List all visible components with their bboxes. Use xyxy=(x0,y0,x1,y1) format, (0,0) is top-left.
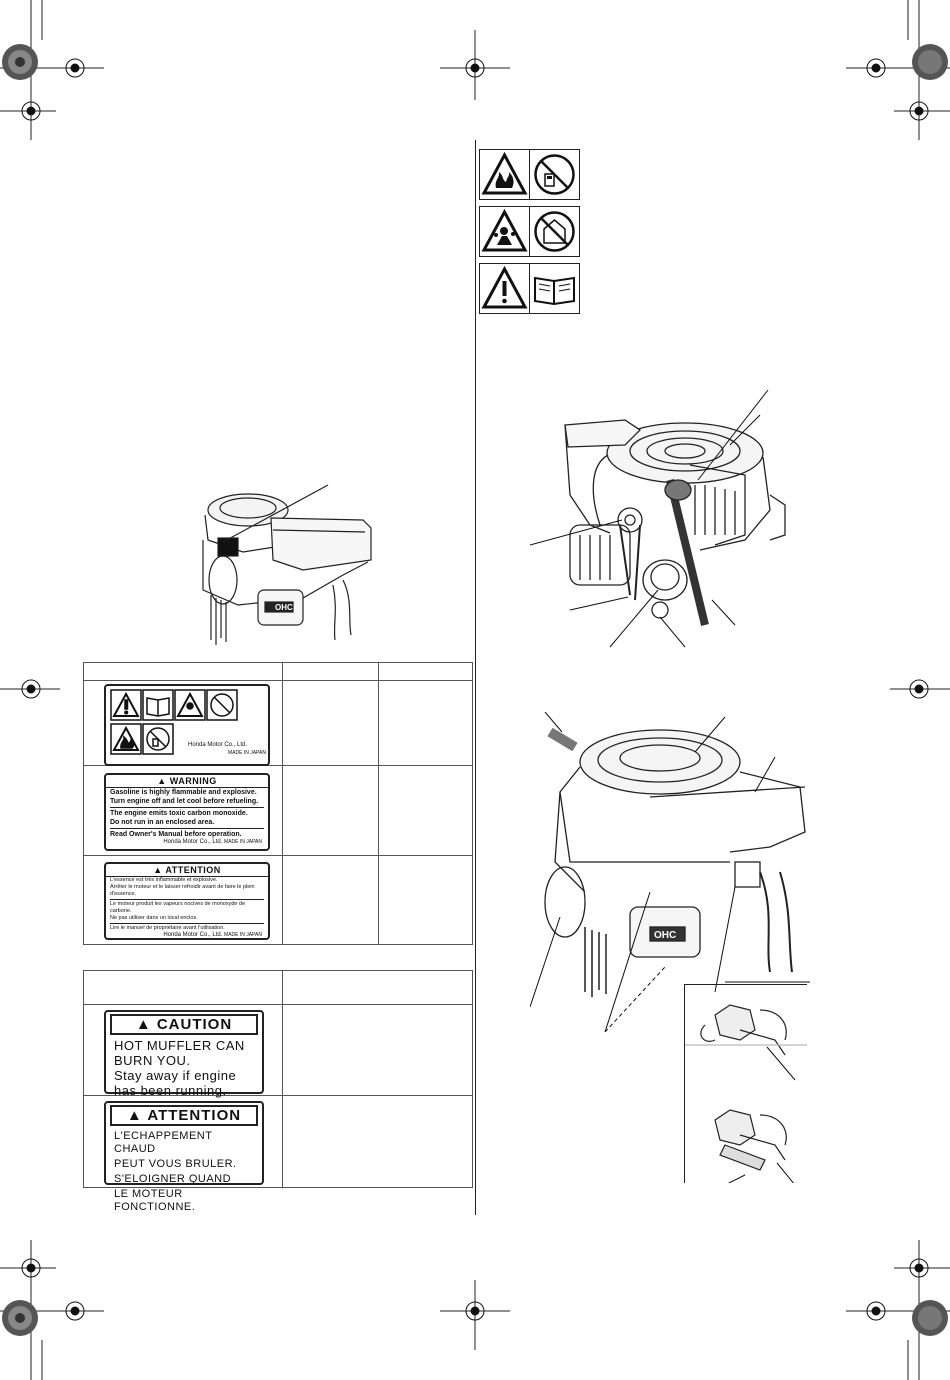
warning-line-5: Read Owner's Manual before operation. xyxy=(110,831,242,838)
decal-maker: Honda Motor Co., Ltd. xyxy=(188,742,248,748)
warning-line-2: Turn engine off and let cool before refueling. xyxy=(110,798,259,805)
engine-badge-large: OHC xyxy=(654,930,677,941)
warning-heading: ▲ WARNING xyxy=(106,775,268,788)
attention-small-line-5: Lire le manuel de propriétaire avant l'utilisation. xyxy=(110,925,225,931)
toxic-gas-warning-icon xyxy=(479,206,530,257)
caution-line-3: Stay away if engine xyxy=(114,1068,237,1083)
warning-triangle-icon: ▲ xyxy=(157,776,167,786)
attention-large-line-4: LE MOTEUR FONCTIONNE. xyxy=(114,1188,196,1213)
engine-illustration-top xyxy=(530,385,790,655)
no-enclosed-area-icon xyxy=(529,206,580,257)
caution-line-1: HOT MUFFLER CAN xyxy=(114,1038,245,1053)
warning-triangle-icon xyxy=(479,263,530,314)
decal-origin: MADE IN JAPAN xyxy=(228,750,266,756)
caution-heading: ▲ CAUTION xyxy=(110,1014,258,1035)
detail-inset xyxy=(684,984,807,1183)
attention-small-line-4: Ne pas utiliser dans un local enclos. xyxy=(110,915,198,921)
fire-warning-icon xyxy=(479,149,530,200)
warning-triangle-icon: ▲ xyxy=(126,1107,143,1124)
book-icon xyxy=(529,263,580,314)
engine-illustration-small xyxy=(183,480,383,655)
warning-line-1: Gasoline is highly flammable and explosive. xyxy=(110,789,257,796)
warning-label xyxy=(104,773,270,851)
attention-small-origin: MADE IN JAPAN xyxy=(224,932,262,938)
caution-label xyxy=(104,1010,264,1098)
warning-triangle-icon: ▲ xyxy=(153,865,163,875)
attention-heading-small: ▲ ATTENTION xyxy=(106,864,268,877)
attention-large-line-2: PEUT VOUS BRULER. xyxy=(114,1158,237,1170)
warning-line-4: Do not run in an enclosed area. xyxy=(110,819,215,826)
warning-maker: Honda Motor Co., Ltd. xyxy=(163,839,223,845)
attention-label-large xyxy=(104,1101,264,1213)
attention-small-line-1: L'essence est très inflammable et explosive. xyxy=(110,877,218,883)
warning-line-3: The engine emits toxic carbon monoxide. xyxy=(110,810,248,817)
attention-small-line-3: Le moteur produit les vapeurs nocives de monoxyde de carbone. xyxy=(110,901,246,914)
attention-large-line-1: L'ECHAPPEMENT CHAUD xyxy=(114,1130,213,1155)
attention-small-line-2: Arrêter le moteur et le laisser refroidir avant de faire le plein d'essence. xyxy=(110,884,255,897)
attention-heading-large: ▲ ATTENTION xyxy=(110,1105,258,1126)
icon-stack xyxy=(479,149,579,314)
warning-triangle-icon: ▲ xyxy=(135,1016,152,1033)
warning-origin: MADE IN JAPAN xyxy=(224,839,262,845)
attention-large-line-3: S'ELOIGNER QUAND xyxy=(114,1173,232,1185)
caution-line-4: has been running. xyxy=(114,1083,227,1098)
safety-decal-small xyxy=(104,684,270,766)
engine-badge: OHC xyxy=(275,603,293,612)
column-divider xyxy=(475,140,476,1215)
caution-line-2: BURN YOU. xyxy=(114,1053,191,1068)
attention-label-small xyxy=(104,862,270,940)
attention-small-maker: Honda Motor Co., Ltd. xyxy=(163,932,223,938)
no-fuel-icon xyxy=(529,149,580,200)
